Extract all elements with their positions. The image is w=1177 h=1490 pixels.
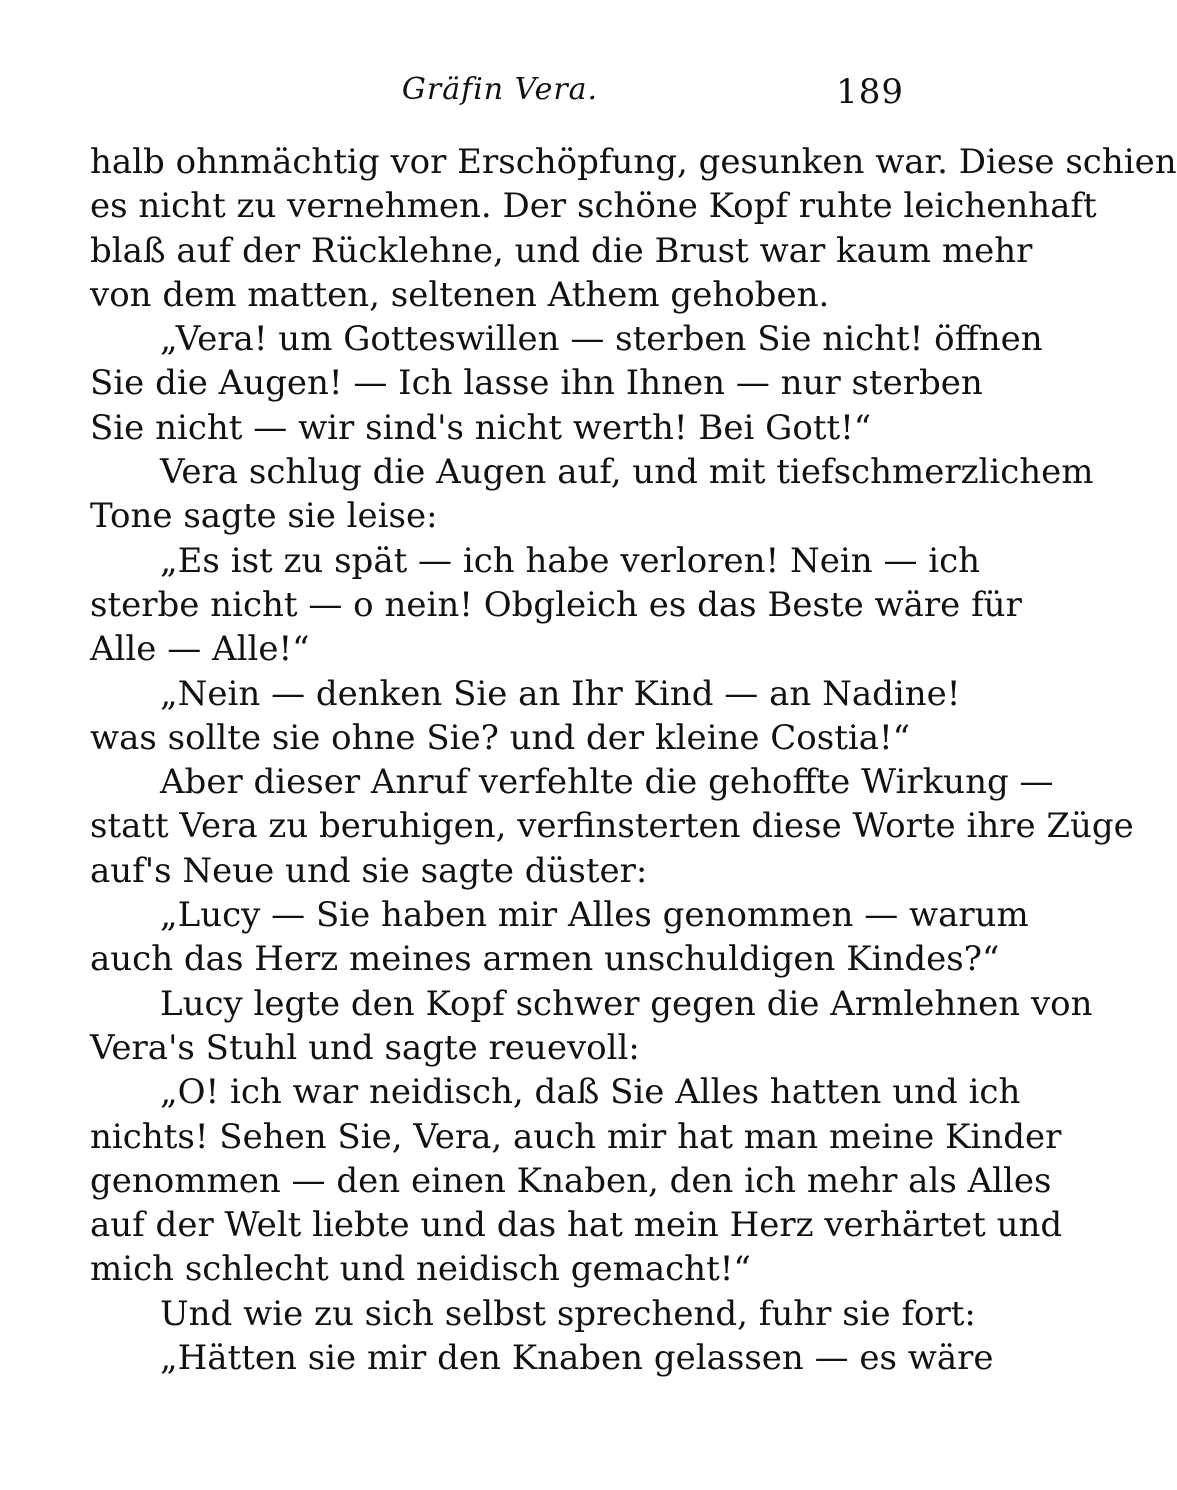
text-line: „Vera! um Gotteswillen — sterben Sie nicht! öffnen bbox=[160, 319, 1043, 360]
text-line: Aber dieser Anruf verfehlte die gehoffte Wirkung — bbox=[160, 762, 1054, 803]
body-text bbox=[90, 140, 1177, 1380]
text-line: „Hätten sie mir den Knaben gelassen — es wäre bbox=[160, 1338, 994, 1379]
text-line: „Nein — denken Sie an Ihr Kind — an Nadine! bbox=[160, 673, 961, 714]
text-line: „Lucy — Sie haben mir Alles genommen — warum bbox=[160, 895, 1029, 936]
text-line: „O! ich war neidisch, daß Sie Alles hatten und ich bbox=[160, 1072, 1021, 1113]
text-line: genommen — den einen Knaben, den ich mehr als Alles bbox=[90, 1160, 1052, 1201]
text-line: sterbe nicht — o nein! Obgleich es das Beste wäre für bbox=[90, 584, 1022, 625]
text-line: was sollte sie ohne Sie? und der kleine Costia!“ bbox=[90, 717, 911, 758]
text-line: mich schlecht und neidisch gemacht!“ bbox=[90, 1249, 751, 1290]
text-line: Und wie zu sich selbst sprechend, fuhr sie fort: bbox=[160, 1293, 976, 1334]
text-line: Vera schlug die Augen auf, und mit tiefschmerzlichem bbox=[160, 452, 1094, 493]
page-number: 189 bbox=[836, 72, 904, 112]
running-title: Gräfin Vera. bbox=[401, 72, 599, 107]
text-line: Alle — Alle!“ bbox=[90, 629, 310, 670]
page-header bbox=[90, 72, 910, 116]
text-line: Tone sagte sie leise: bbox=[90, 496, 438, 537]
text-line: „Es ist zu spät — ich habe verloren! Nein — ich bbox=[160, 540, 981, 581]
text-line: auf der Welt liebte und das hat mein Herz verhärtet und bbox=[90, 1205, 1063, 1246]
text-line: nichts! Sehen Sie, Vera, auch mir hat man meine Kinder bbox=[90, 1116, 1062, 1157]
text-line: halb ohnmächtig vor Erschöpfung, gesunken war. Diese schien bbox=[90, 142, 1177, 182]
text-line: Sie die Augen! — Ich lasse ihn Ihnen — nur sterben bbox=[90, 363, 983, 404]
text-line: auf's Neue und sie sagte düster: bbox=[90, 850, 648, 891]
text-line: Lucy legte den Kopf schwer gegen die Armlehnen von bbox=[160, 983, 1093, 1024]
text-line: von dem matten, seltenen Athem gehoben. bbox=[90, 274, 830, 315]
text-line: Sie nicht — wir sind's nicht werth! Bei Gott!“ bbox=[90, 407, 872, 448]
text-line: auch das Herz meines armen unschuldigen Kindes?“ bbox=[90, 939, 1000, 980]
text-line: Vera's Stuhl und sagte reuevoll: bbox=[90, 1027, 640, 1068]
text-line: es nicht zu vernehmen. Der schöne Kopf ruhte leichenhaft bbox=[90, 186, 1097, 227]
text-line: blaß auf der Rücklehne, und die Brust war kaum mehr bbox=[90, 230, 1033, 271]
text-line: statt Vera zu beruhigen, verfinsterten diese Worte ihre Züge bbox=[90, 806, 1134, 847]
